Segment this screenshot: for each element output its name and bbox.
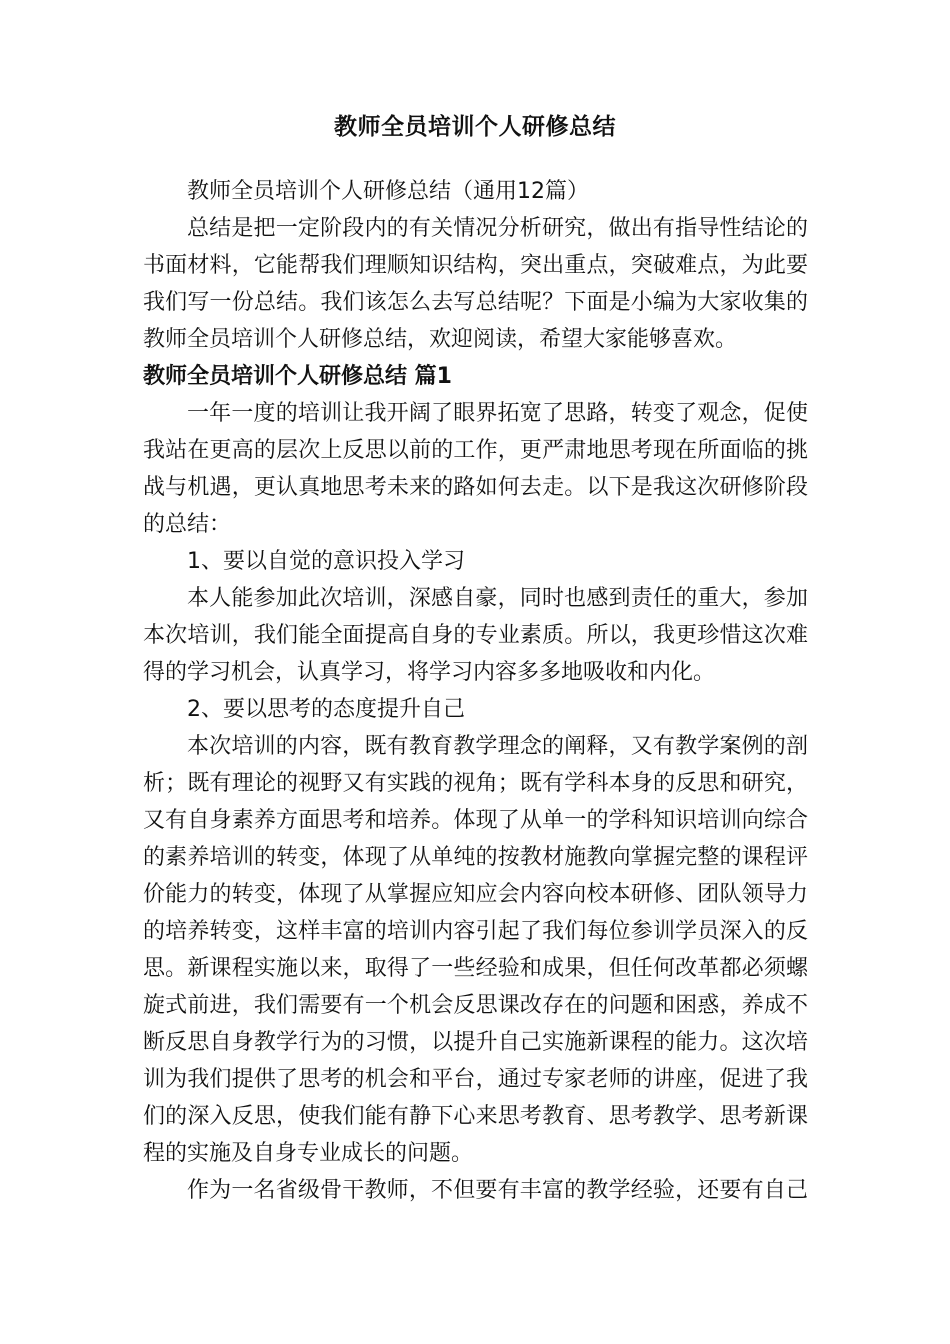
intro-line: 我们写一份总结。我们该怎么去写总结呢？下面是小编为大家收集的 [143,290,808,315]
body-line: 一年一度的培训让我开阔了眼界拓宽了思路，转变了观念，促使 [187,401,808,426]
body-line: 析；既有理论的视野又有实践的视角；既有学科本身的反思和研究， [143,771,808,796]
body-line: 的素养培训的转变，体现了从单纯的按教材施教向掌握完整的课程评 [143,845,808,870]
document-title: 教师全员培训个人研修总结 [334,114,616,140]
body-line: 程的实施及自身专业成长的问题。 [143,1141,474,1166]
body-line: 作为一名省级骨干教师，不但要有丰富的教学经验，还要有自己 [187,1178,808,1203]
body-line: 们的深入反思，使我们能有静下心来思考教育、思考教学、思考新课 [143,1104,808,1129]
intro-line: 总结是把一定阶段内的有关情况分析研究，做出有指导性结论的 [187,216,808,241]
body-line: 的总结： [143,512,232,537]
body-line: 我站在更高的层次上反思以前的工作，更严肃地思考现在所面临的挑 [143,438,808,463]
body-line: 价能力的转变，体现了从掌握应知应会内容向校本研修、团队领导力 [143,882,808,907]
subtitle-line: 教师全员培训个人研修总结（通用12篇） [187,179,589,204]
body-line: 训为我们提供了思考的机会和平台，通过专家老师的讲座，促进了我 [143,1067,808,1092]
body-line: 思。新课程实施以来，取得了一些经验和成果，但任何改革都必须螺 [143,956,808,981]
body-line: 的培养转变，这样丰富的培训内容引起了我们每位参训学员深入的反 [143,919,808,944]
body-line: 又有自身素养方面思考和培养。体现了从单一的学科知识培训向综合 [143,808,808,833]
list-heading: 1、要以自觉的意识投入学习 [187,549,465,574]
intro-line: 书面材料，它能帮我们理顺知识结构，突出重点，突破难点，为此要 [143,253,808,278]
list-heading: 2、要以思考的态度提升自己 [187,697,465,722]
body-line: 断反思自身教学行为的习惯，以提升自己实施新课程的能力。这次培 [143,1030,808,1055]
body-line: 本次培训，我们能全面提高自身的专业素质。所以，我更珍惜这次难 [143,623,808,648]
body-line: 战与机遇，更认真地思考未来的路如何去走。以下是我这次研修阶段 [143,475,808,500]
body-line: 旋式前进，我们需要有一个机会反思课改存在的问题和困惑，养成不 [143,993,808,1018]
section-heading: 教师全员培训个人研修总结 篇1 [143,364,452,389]
body-line: 本次培训的内容，既有教育教学理念的阐释，又有教学案例的剖 [187,734,808,759]
body-line: 本人能参加此次培训，深感自豪，同时也感到责任的重大，参加 [187,586,808,611]
body-line: 得的学习机会，认真学习，将学习内容多多地吸收和内化。 [143,660,716,685]
intro-line: 教师全员培训个人研修总结，欢迎阅读，希望大家能够喜欢。 [143,327,738,352]
